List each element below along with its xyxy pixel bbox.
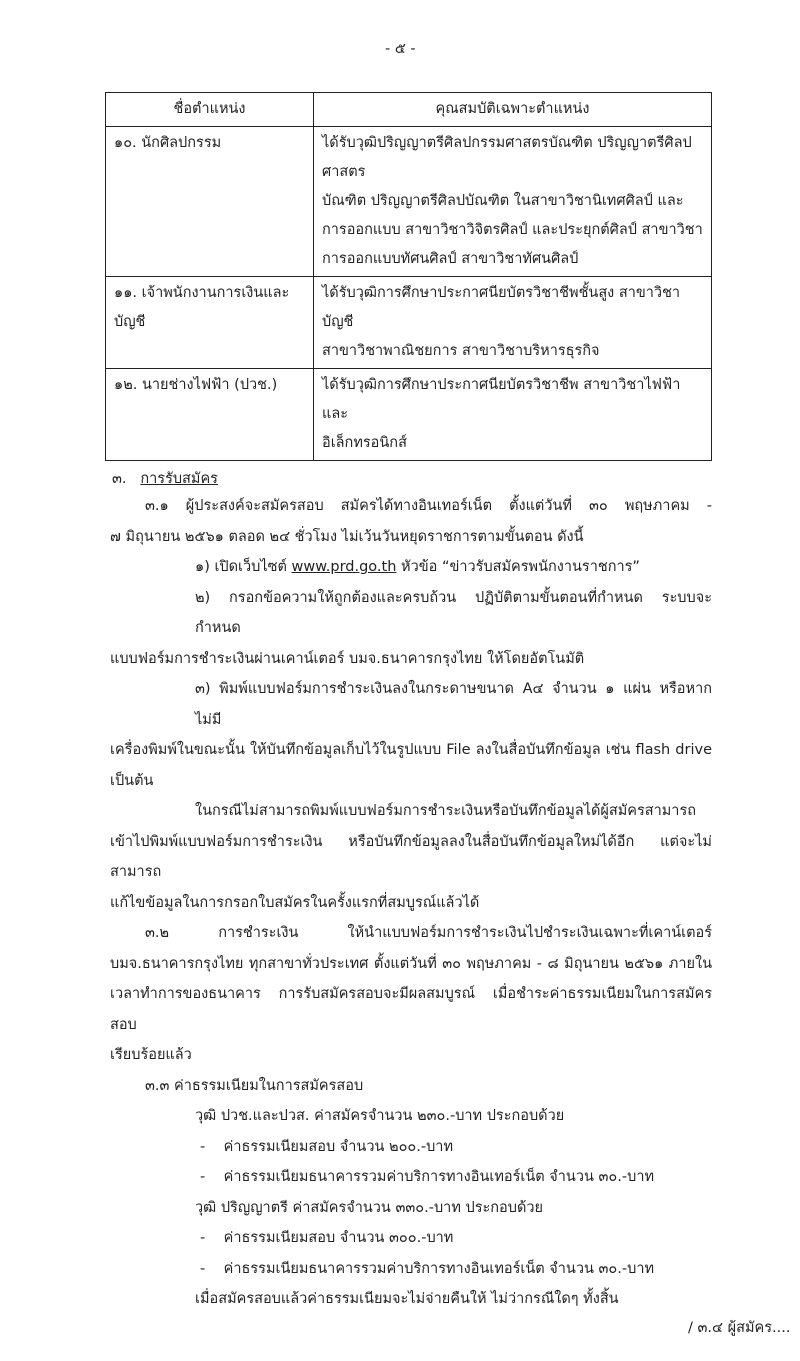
- page-number: - ๕ -: [385, 41, 416, 57]
- header-qualification: คุณสมบัติเฉพาะตำแหน่ง: [314, 93, 712, 127]
- section-heading: [0, 467, 712, 491]
- paragraph-line: ในกรณีไม่สามารถพิมพ์แบบฟอร์มการชำระเงินหรือบันทึกข้อมูลได้ผู้สมัครสามารถ: [195, 803, 697, 819]
- paragraph-line: ๗ มิถุนายน ๒๕๖๑ ตลอด ๒๔ ชั่วโมง ไม่เว้นวันหยุดราชการตามขั้นตอน ดังนี้: [110, 528, 584, 545]
- step-1: [0, 552, 712, 583]
- paragraph-line: ๓.๑ ผู้ประสงค์จะสมัครสอบ สมัครได้ทางอินเทอร์เน็ต ตั้งแต่วันที่ ๓๐ พฤษภาคม -: [145, 498, 712, 514]
- fee-item: [0, 1254, 712, 1285]
- continuation-footer: / ๓.๔ ผู้สมัคร....: [688, 1319, 791, 1336]
- qualification-line: บัณฑิต ปริญญาตรีศิลปบัณฑิต ในสาขาวิชานิเทศศิลป์ และ: [322, 193, 684, 209]
- qualification: [314, 369, 712, 461]
- table-row: [106, 127, 712, 277]
- table-header-row: [106, 93, 712, 127]
- position-qualification-table: [105, 92, 712, 461]
- section-3: [0, 467, 712, 1315]
- paragraph-line: ๓.๓ ค่าธรรมเนียมในการสมัครสอบ: [145, 1077, 364, 1094]
- paragraph-line: เครื่องพิมพ์ในขณะนั้น ให้บันทึกข้อมูลเก็บไว้ในรูปแบบ File ลงในสื่อบันทึกข้อมูล เช่น flash drive เป็นต้น: [110, 742, 712, 789]
- fee-text: ค่าธรรมเนียมธนาคารรวมค่าบริการทางอินเทอร์เน็ต จำนวน ๓๐.-บาท: [223, 1169, 655, 1185]
- qualification: [314, 277, 712, 369]
- paragraph-line: เข้าไปพิมพ์แบบฟอร์มการชำระเงิน หรือบันทึกข้อมูลลงในสื่อบันทึกข้อมูลใหม่ได้อีก แต่จะไม่สามารถ: [110, 833, 712, 880]
- qualification-line: การออกแบบ สาขาวิชาวิจิตรศิลป์ และประยุกต์ศิลป์ สาขาวิชา: [322, 222, 703, 238]
- fee-item: [0, 1162, 712, 1193]
- fee-heading: วุฒิ ปวช.และปวส. ค่าสมัครจำนวน ๒๓๐.-บาท ประกอบด้วย: [195, 1108, 565, 1124]
- table-row: [106, 369, 712, 461]
- dash: -: [200, 1138, 206, 1155]
- dash: -: [200, 1260, 206, 1277]
- qualification: [314, 127, 712, 277]
- fee-item: [0, 1223, 712, 1254]
- paragraph-line: เรียบร้อยแล้ว: [110, 1047, 192, 1063]
- section-number: ๓.: [112, 471, 127, 487]
- header-position: ชื่อตำแหน่ง: [106, 93, 314, 127]
- paragraph-line: แบบฟอร์มการชำระเงินผ่านเคาน์เตอร์ บมจ.ธนาคารกรุงไทย ให้โดยอัตโนมัติ: [110, 650, 585, 667]
- dash: -: [200, 1230, 206, 1246]
- qualification-line: อิเล็กทรอนิกส์: [322, 435, 407, 451]
- table-row: [106, 277, 712, 369]
- qualification-line: การออกแบบทัศนศิลป์ สาขาวิชาทัศนศิลป์: [322, 251, 579, 267]
- paragraph-line: ๒) กรอกข้อความให้ถูกต้องและครบถ้วน ปฏิบัติตามขั้นตอนที่กำหนด ระบบจะกำหนด: [195, 589, 712, 636]
- qualification-line: ได้รับวุฒิการศึกษาประกาศนียบัตรวิชาชีพ สาขาวิชาไฟฟ้าและ: [322, 377, 681, 422]
- paragraph-line: ๓.๒ การชำระเงิน ให้นำแบบฟอร์มการชำระเงินไปชำระเงินเฉพาะที่เคาน์เตอร์: [145, 925, 712, 941]
- step-1-text: ๑) เปิดเว็บไซต์: [195, 559, 287, 575]
- position-name: ๑๒. นายช่างไฟฟ้า (ปวช.): [106, 369, 314, 461]
- paragraph-line: เมื่อสมัครสอบแล้วค่าธรรมเนียมจะไม่จ่ายคืนให้ ไม่ว่ากรณีใดๆ ทั้งสิ้น: [195, 1291, 619, 1307]
- fee-text: ค่าธรรมเนียมสอบ จำนวน ๓๐๐.-บาท: [223, 1230, 454, 1246]
- fee-item: [0, 1132, 712, 1163]
- fee-text: ค่าธรรมเนียมสอบ จำนวน ๒๐๐.-บาท: [223, 1138, 454, 1155]
- dash: -: [200, 1169, 206, 1185]
- website-link[interactable]: www.prd.go.th: [291, 559, 397, 575]
- position-name: ๑๐. นักศิลปกรรม: [106, 127, 314, 277]
- fee-text: ค่าธรรมเนียมธนาคารรวมค่าบริการทางอินเทอร์เน็ต จำนวน ๓๐.-บาท: [223, 1260, 655, 1277]
- qualification-line: ได้รับวุฒิการศึกษาประกาศนียบัตรวิชาชีพชั้นสูง สาขาวิชาบัญชี: [322, 285, 681, 330]
- fee-heading: วุฒิ ปริญญาตรี ค่าสมัครจำนวน ๓๓๐.-บาท ประกอบด้วย: [195, 1199, 544, 1216]
- paragraph-line: บมจ.ธนาคารกรุงไทย ทุกสาขาทั่วประเทศ ตั้งแต่วันที่ ๓๐ พฤษภาคม - ๘ มิถุนายน ๒๕๖๑ ภายใน: [110, 955, 712, 972]
- paragraph-line: เวลาทำการของธนาคาร การรับสมัครสอบจะมีผลสมบูรณ์ เมื่อชำระค่าธรรมเนียมในการสมัครสอบ: [110, 986, 712, 1033]
- qualification-line: ได้รับวุฒิปริญญาตรีศิลปกรรมศาสตรบัณฑิต ปริญญาตรีศิลปศาสตร: [322, 135, 692, 180]
- qualification-line: สาขาวิชาพาณิชยการ สาขาวิชาบริหารธุรกิจ: [322, 343, 600, 359]
- section-title: การรับสมัคร: [140, 471, 218, 487]
- paragraph-line: แก้ไขข้อมูลในการกรอกใบสมัครในครั้งแรกที่สมบูรณ์แล้วได้: [110, 894, 480, 911]
- step-1-topic: หัวข้อ “ข่าวรับสมัครพนักงานราชการ”: [401, 559, 640, 575]
- paragraph-line: ๓) พิมพ์แบบฟอร์มการชำระเงินลงในกระดาษขนาด A๔ จำนวน ๑ แผ่น หรือหากไม่มี: [195, 681, 712, 728]
- position-name: ๑๑. เจ้าพนักงานการเงินและบัญชี: [106, 277, 314, 369]
